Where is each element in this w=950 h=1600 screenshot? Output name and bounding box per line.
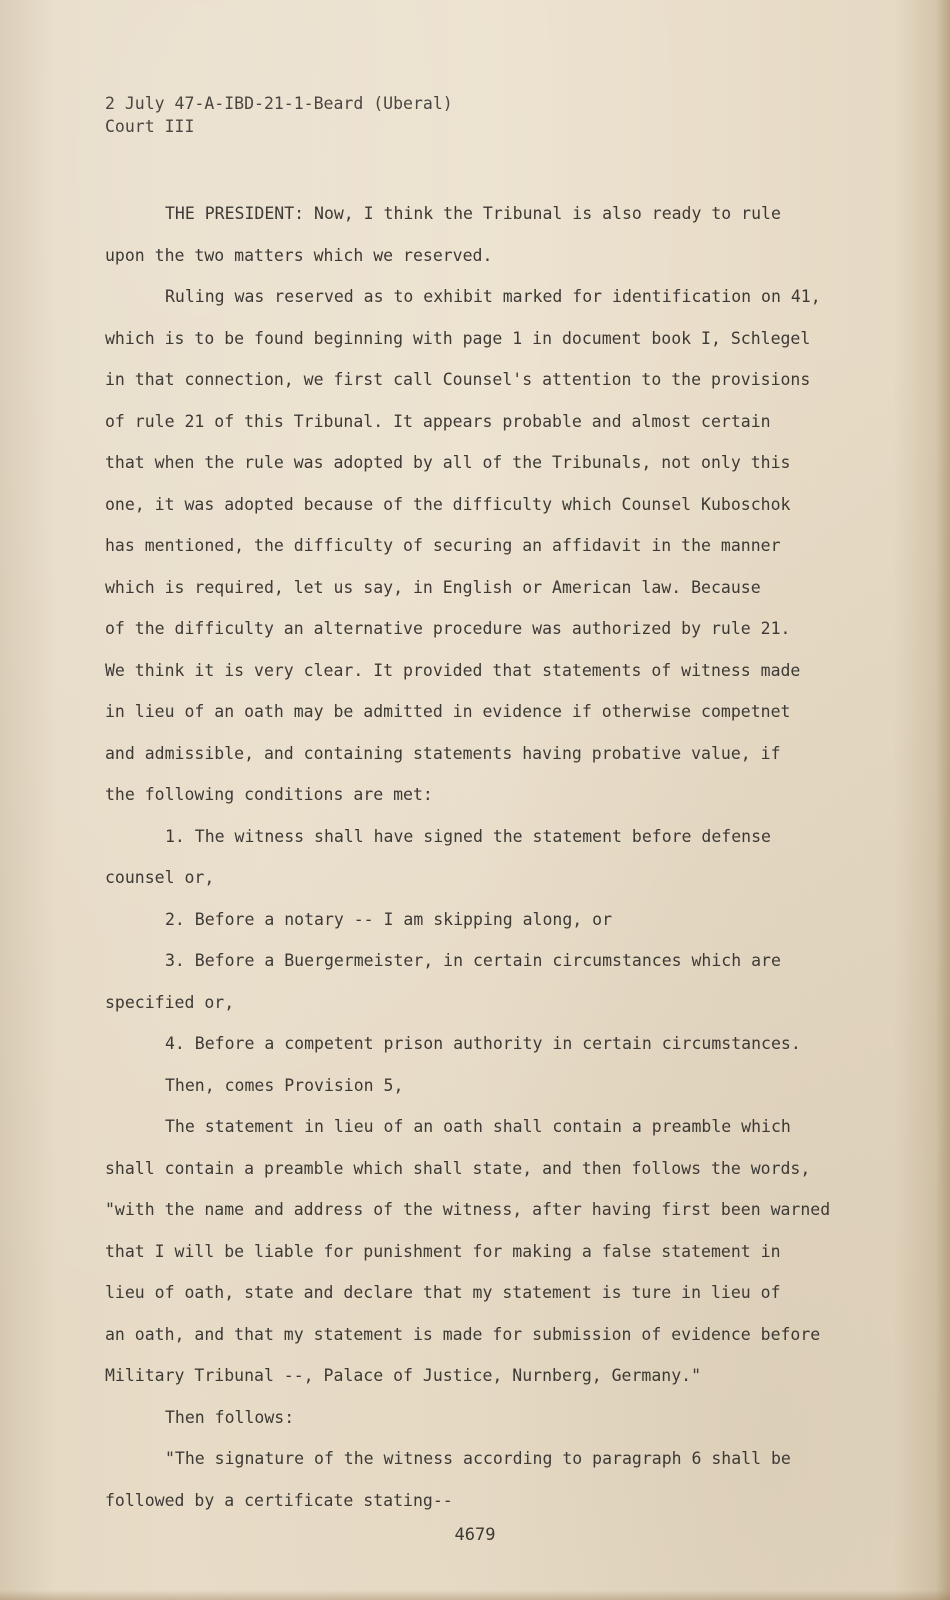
transcript-line: Ruling was reserved as to exhibit marked for identification on 41, <box>165 287 821 306</box>
header-date-reference: 2 July 47-A-IBD-21-1-Beard (Uberal) <box>105 94 453 113</box>
transcript-line: 2. Before a notary -- I am skipping along, or <box>165 909 613 929</box>
transcript-line: which is to be found beginning with page 1 in document book I, Schlegel <box>105 328 811 348</box>
transcript-line: "with the name and address of the witness, after having first been warned <box>105 1200 831 1219</box>
transcript-line: has mentioned, the difficulty of securing an affidavit in the manner <box>105 536 781 555</box>
transcript-body <box>105 193 845 1521</box>
transcript-line: of the difficulty an alternative procedure was authorized by rule 21. <box>105 619 791 638</box>
transcript-line: counsel or, <box>105 868 215 887</box>
transcript-line: specified or, <box>105 992 235 1012</box>
transcript-line: which is required, let us say, in English or American law. Because <box>105 577 761 597</box>
transcript-line: THE PRESIDENT: Now, I think the Tribunal is also ready to rule <box>165 204 781 223</box>
transcript-line: Military Tribunal --, Palace of Justice, Nurnberg, Germany." <box>105 1366 702 1385</box>
transcript-line: Then follows: <box>165 1407 295 1427</box>
transcript-line: one, it was adopted because of the difficulty which Counsel Kuboschok <box>105 494 791 514</box>
transcript-line: in lieu of an oath may be admitted in evidence if otherwise competnet <box>105 702 791 721</box>
transcript-line: The statement in lieu of an oath shall contain a preamble which <box>165 1117 791 1136</box>
transcript-line: an oath, and that my statement is made for submission of evidence before <box>105 1324 821 1344</box>
transcript-line: upon the two matters which we reserved. <box>105 245 493 265</box>
page-edge-shadow-bottom <box>0 1590 950 1600</box>
page-number: 4679 <box>454 1525 496 1545</box>
page-header <box>105 92 453 138</box>
transcript-line: 3. Before a Buergermeister, in certain circumstances which are <box>165 951 781 970</box>
transcript-line: 4. Before a competent prison authority in certain circumstances. <box>165 1034 801 1053</box>
transcript-line: of rule 21 of this Tribunal. It appears probable and almost certain <box>105 411 771 431</box>
transcript-line: followed by a certificate stating-- <box>105 1490 453 1510</box>
transcript-line: lieu of oath, state and declare that my statement is ture in lieu of <box>105 1283 781 1302</box>
transcript-line: Then, comes Provision 5, <box>165 1075 404 1095</box>
transcript-line: and admissible, and containing statements having probative value, if <box>105 743 781 763</box>
transcript-line: We think it is very clear. It provided that statements of witness made <box>105 660 801 680</box>
transcript-line: that I will be liable for punishment for making a false statement in <box>105 1241 781 1261</box>
transcript-line: 1. The witness shall have signed the statement before defense <box>165 826 771 846</box>
transcript-line: in that connection, we first call Counsel's attention to the provisions <box>105 370 811 389</box>
transcript-line: shall contain a preamble which shall state, and then follows the words, <box>105 1158 811 1178</box>
transcript-line: the following conditions are met: <box>105 785 433 804</box>
header-court: Court III <box>105 117 195 136</box>
transcript-line: "The signature of the witness according to paragraph 6 shall be <box>165 1449 791 1468</box>
transcript-line: that when the rule was adopted by all of the Tribunals, not only this <box>105 453 791 472</box>
page-edge-shadow-right <box>936 0 950 1600</box>
